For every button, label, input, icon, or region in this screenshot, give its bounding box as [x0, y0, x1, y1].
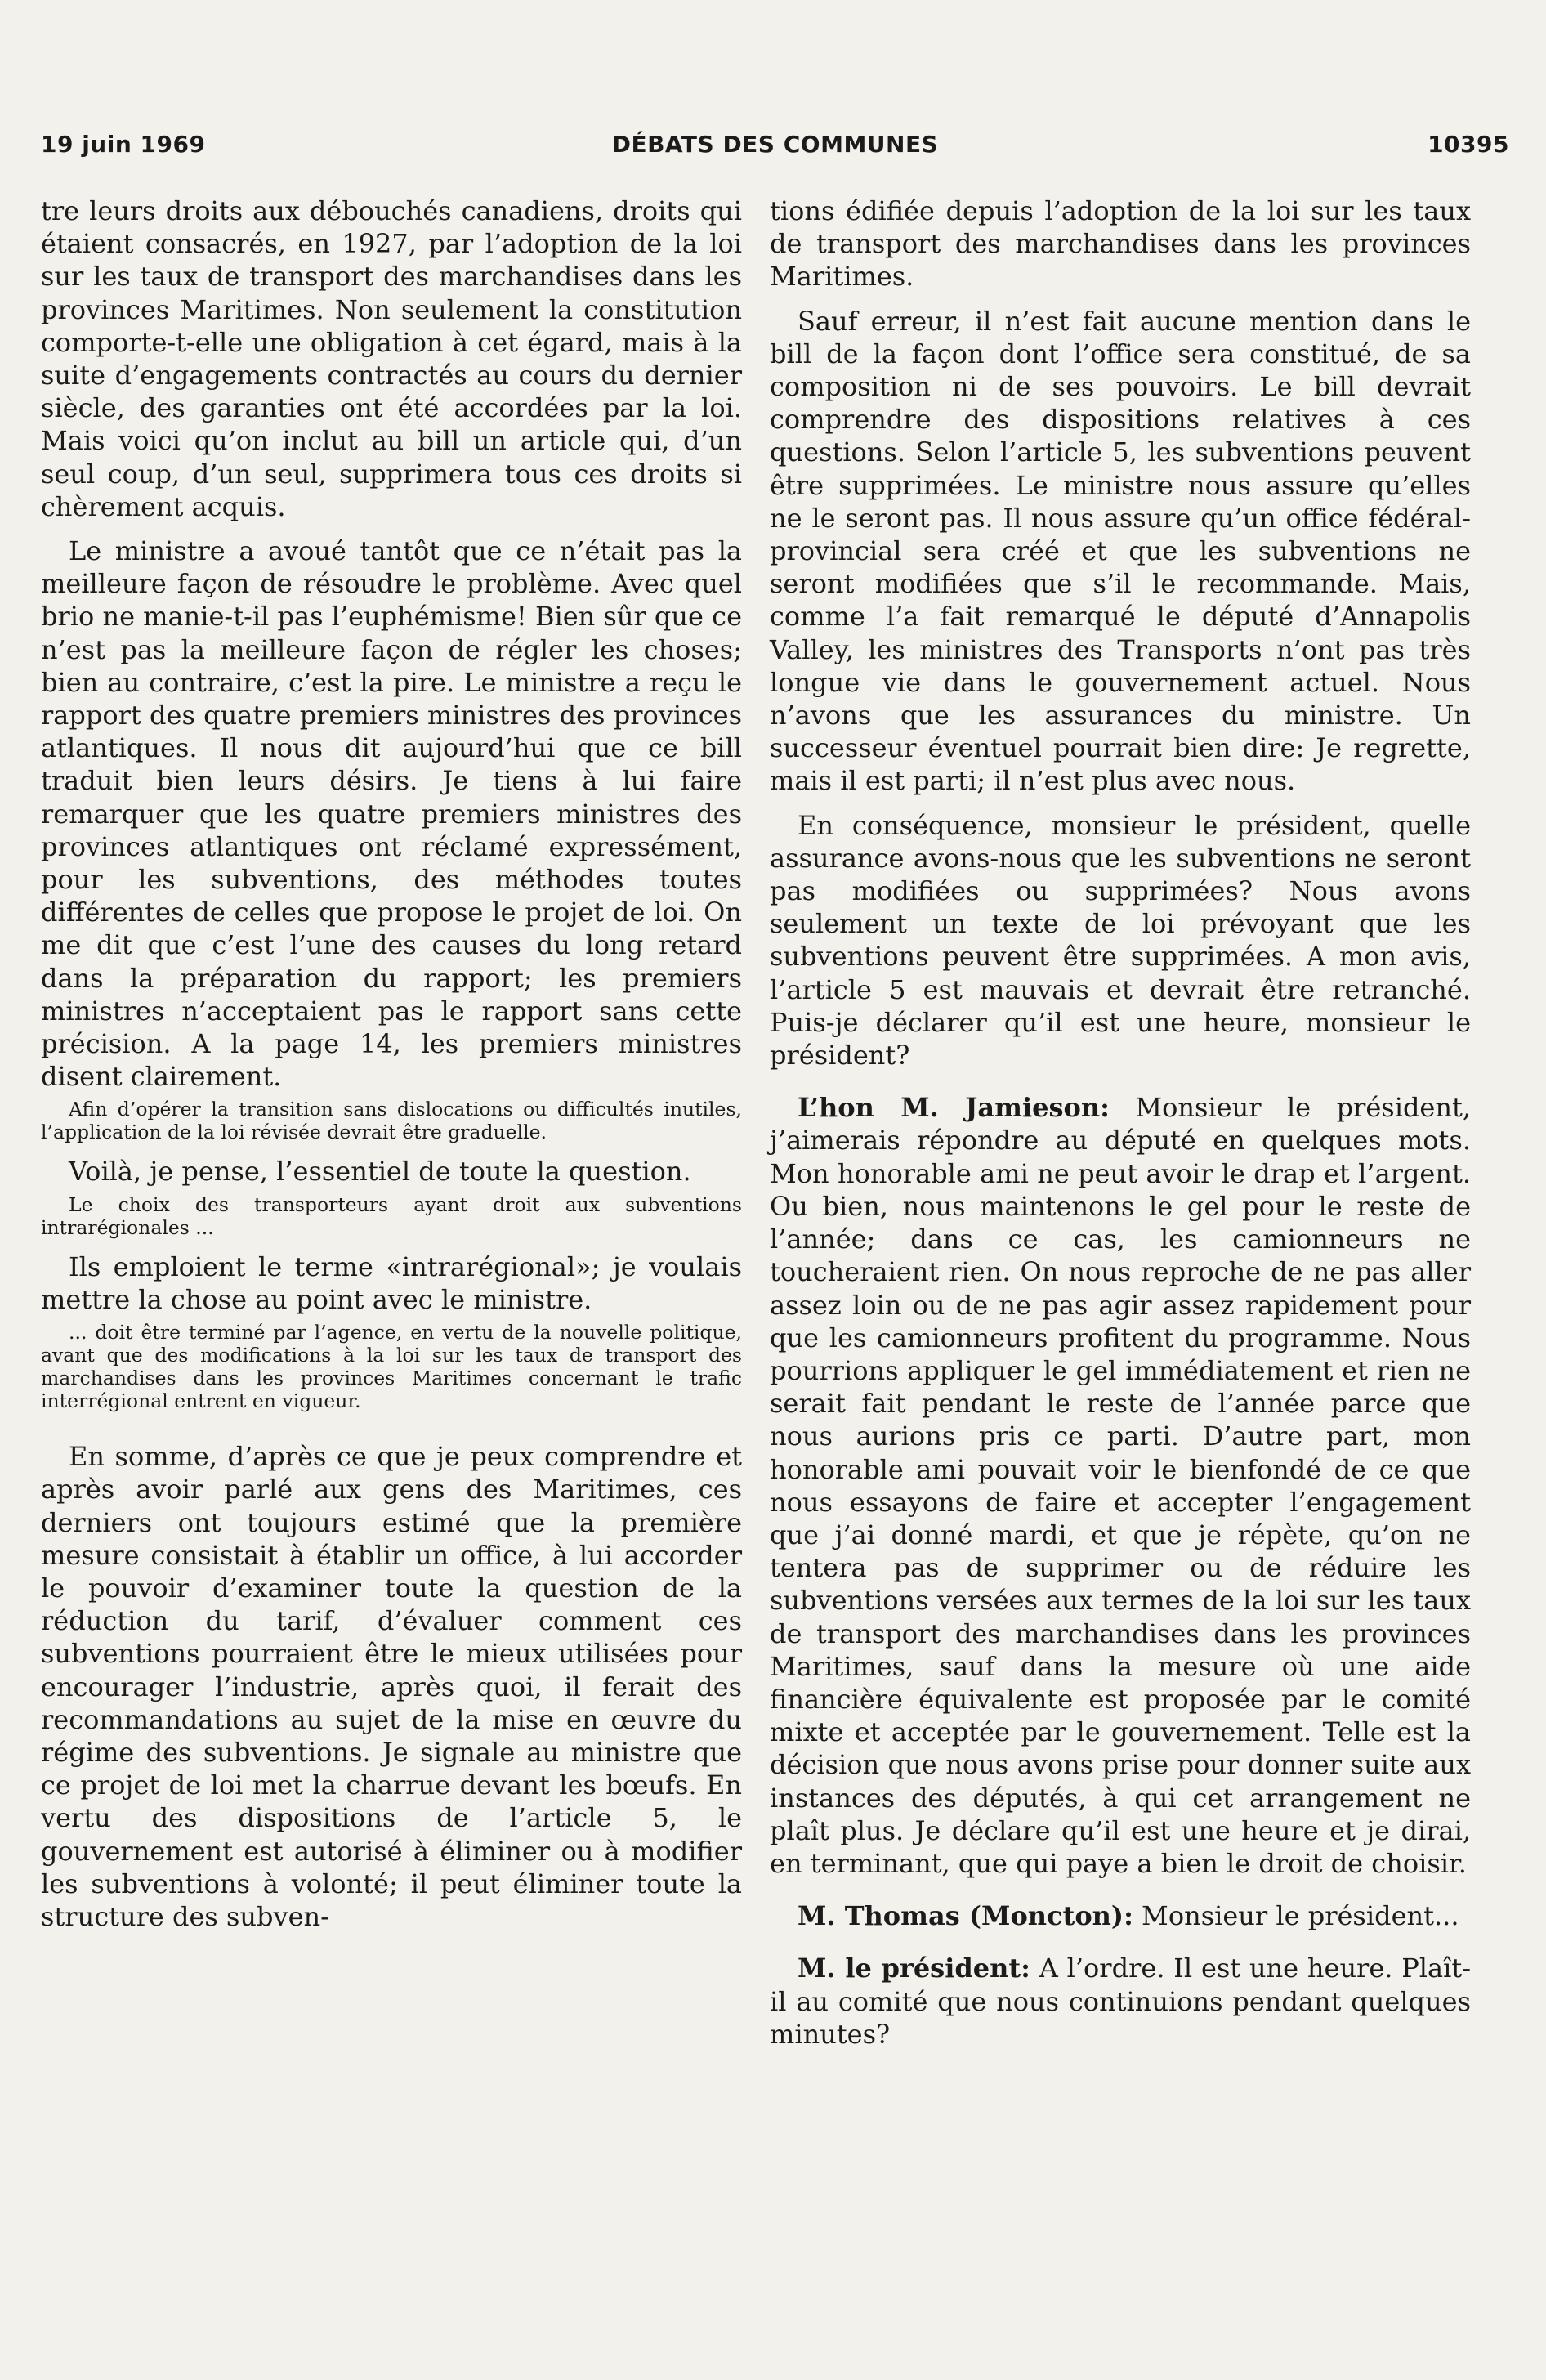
speaker-name: L’hon M. Jamieson:: [798, 1092, 1110, 1124]
paragraph: En conséquence, monsieur le président, quelle assurance avons-nous que les subventions ne seront pas modifiées ou supprimées? Nous avons seulement un texte de loi prévoyant que les subventions peuvent être supprimées. A mon avis, l’article 5 est mauvais et devrait être retranché. Puis-je déclarer qu’il est une heure, monsieur le président?: [770, 809, 1471, 1071]
header-page-number: 10395: [1428, 131, 1509, 158]
speech-thomas: [770, 1899, 1471, 1932]
quotation: ... doit être terminé par l’agence, en vertu de la nouvelle politique, avant que des modifications à la loi sur les taux de transport des marchandises dans les provinces Maritimes concernant le trafic interrégional entrent en vigueur.: [41, 1321, 742, 1413]
paragraph: Le ministre a avoué tantôt que ce n’était pas la meilleure façon de résoudre le problème. Avec quel brio ne manie-t-il pas l’euphémisme! Bien sûr que ce n’est pas la meilleure façon de régler les choses; bien au contraire, c’est la pire. Le ministre a reçu le rapport des quatre premiers ministres des provinces atlantiques. Il nous dit aujourd’hui que ce bill traduit bien leurs désirs. Je tiens à lui faire remarquer que les quatre premiers ministres des provinces atlantiques ont réclamé expressément, pour les subventions, des méthodes toutes différentes de celles que propose le projet de loi. On me dit que c’est l’une des causes du long retard dans la préparation du rapport; les premiers ministres n’acceptaient pas le rapport sans cette précision. A la page 14, les premiers ministres disent clairement.: [41, 535, 742, 1093]
speech-president: [770, 1952, 1471, 2051]
speaker-name: M. le président:: [798, 1953, 1030, 1984]
page-header: [41, 131, 1509, 172]
quotation: Le choix des transporteurs ayant droit aux subventions intrarégionales ...: [41, 1192, 742, 1239]
paragraph: tre leurs droits aux débouchés canadiens, droits qui étaient consacrés, en 1927, par l’adoption de la loi sur les taux de transport des marchandises dans les provinces Maritimes. Non seulement la constitution comporte-t-elle une obligation à cet égard, mais à la suite d’engagements contractés au cours du dernier siècle, des garanties ont été accordées par la loi. Mais voici qu’on inclut au bill un article qui, d’un seul coup, d’un seul, supprimera tous ces droits si chèrement acquis.: [41, 195, 742, 522]
header-date: 19 juin 1969: [41, 131, 206, 158]
paragraph: Sauf erreur, il n’est fait aucune mention dans le bill de la façon dont l’office sera constitué, de sa composition ni de ses pouvoirs. Le bill devrait comprendre des dispositions relatives à ces questions. Selon l’article 5, les subventions peuvent être supprimées. Le ministre nous assure qu’elles ne le seront pas. Il nous assure qu’un office fédéral-provincial sera créé et que les subventions ne seront modifiées que s’il le recommande. Mais, comme l’a fait remarqué le député d’Annapolis Valley, les ministres des Transports n’ont pas très longue vie dans le gouvernement actuel. Nous n’avons que les assurances du ministre. Un successeur éventuel pourrait bien dire: Je regrette, mais il est parti; il n’est plus avec nous.: [770, 305, 1471, 797]
speech-text: Monsieur le président...: [1133, 1900, 1459, 1932]
speech-text: A l’ordre. Il est une heure. Plaît-il au comité que nous continuions pendant quelques minutes?: [770, 1953, 1472, 2050]
paragraph: tions édifiée depuis l’adoption de la loi sur les taux de transport des marchandises dans les provinces Maritimes.: [770, 195, 1471, 293]
paragraph: Voilà, je pense, l’essentiel de toute la question.: [69, 1156, 691, 1188]
right-column: [770, 195, 1471, 2051]
quotation: Afin d’opérer la transition sans dislocations ou difficultés inutiles, l’application de la loi révisée devrait être graduelle.: [41, 1098, 742, 1144]
speaker-name: M. Thomas (Moncton):: [798, 1900, 1133, 1932]
header-title: DÉBATS DES COMMUNES: [611, 131, 939, 158]
paragraph: Ils emploient le terme «intrarégional»; je voulais mettre la chose au point avec le ministre.: [41, 1250, 742, 1315]
speech-jamieson: [770, 1091, 1471, 1880]
left-column: [41, 195, 742, 1933]
speech-text: Monsieur le président, j’aimerais répondre au député en quelques mots. Mon honorable ami ne peut avoir le drap et l’argent. Ou bien, nous maintenons le gel pour le reste de l’année; dans ce cas, les camionneurs ne toucheraient rien. On nous reproche de ne pas aller assez loin ou de ne pas agir assez rapidement pour que les camionneurs profitent du programme. Nous pourrions appliquer le gel immédiatement et rien ne serait fait pendant le reste de l’année parce que nous aurions pris ce parti. D’autre part, mon honorable ami pouvait voir le bienfondé de ce que nous essayons de faire et accepter l’engagement que j’ai donné mardi, et que je répète, qu’on ne tentera pas de supprimer ou de réduire les subventions versées aux termes de la loi sur les taux de transport des marchandises dans les provinces Maritimes, sauf dans la mesure où une aide financière équivalente est proposée par le comité mixte et acceptée par le gouvernement. Telle est la décision que nous avons prise pour donner suite aux instances des députés, à qui cet arrangement ne plaît plus. Je déclare qu’il est une heure et je dirai, en terminant, que qui paye a bien le droit de choisir.: [770, 1092, 1472, 1879]
paragraph: En somme, d’après ce que je peux comprendre et après avoir parlé aux gens des Maritimes, ces derniers ont toujours estimé que la première mesure consistait à établir un office, à lui accorder le pouvoir d’examiner toute la question de la réduction du tarif, d’évaluer comment ces subventions pourraient être le mieux utilisées pour encourager l’industrie, après quoi, il ferait des recommandations au sujet de la mise en œuvre du régime des subventions. Je signale au ministre que ce projet de loi met la charrue devant les bœufs. En vertu des dispositions de l’article 5, le gouvernement est autorisé à éliminer ou à modifier les subventions à volonté; il peut éliminer toute la structure des subven-: [41, 1441, 742, 1932]
